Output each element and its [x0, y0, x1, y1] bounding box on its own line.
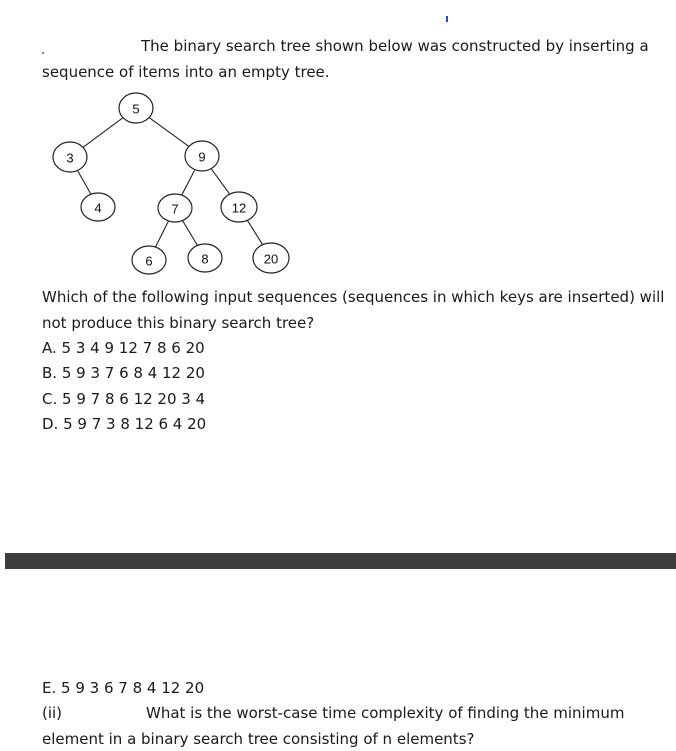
intro-line-2: sequence of items into an empty tree. — [42, 63, 330, 81]
option-d: D. 5 9 7 3 8 12 6 4 20 — [42, 415, 207, 433]
option-e: E. 5 9 3 6 7 8 4 12 20 — [42, 679, 205, 697]
tree-edge-3-4 — [78, 171, 91, 194]
tree-node-label: 3 — [66, 150, 74, 166]
tree-node-label: 12 — [231, 200, 247, 216]
tree-node-label: 8 — [201, 251, 209, 267]
question-line-1: Which of the following input sequences (sequences in which keys are inserted) will — [42, 288, 665, 306]
option-b: B. 5 9 3 7 6 8 4 12 20 — [42, 364, 205, 382]
tree-node-label: 7 — [171, 201, 179, 217]
tree-node-6 — [132, 246, 166, 274]
part-ii-question-line-2: element in a binary search tree consisting of n elements? — [42, 730, 475, 748]
intro-line-1: The binary search tree shown below was constructed by inserting a — [141, 37, 649, 55]
tree-node-7 — [158, 194, 192, 222]
tree-edge-12-20 — [248, 221, 263, 245]
tree-edge-7-8 — [183, 221, 198, 245]
question-line-2: not produce this binary search tree? — [42, 314, 315, 332]
option-a: A. 5 3 4 9 12 7 8 6 20 — [42, 339, 205, 357]
tree-node-12 — [221, 192, 257, 222]
tree-node-9 — [185, 141, 219, 171]
tree-node-3 — [53, 142, 87, 172]
tree-edge-7-6 — [156, 221, 169, 246]
tree-node-label: 6 — [145, 253, 153, 269]
page-divider — [5, 553, 676, 569]
option-c: C. 5 9 7 8 6 12 20 3 4 — [42, 390, 206, 408]
tree-node-8 — [188, 244, 222, 272]
binary-search-tree-diagram — [0, 0, 676, 290]
tree-edge-5-9 — [149, 117, 189, 146]
tree-node-5 — [119, 93, 153, 123]
tree-node-4 — [81, 193, 115, 221]
part-ii-question: What is the worst-case time complexity of finding the minimum — [146, 704, 625, 722]
part-ii-label: (ii) — [42, 704, 63, 722]
tree-edge-9-12 — [211, 169, 229, 194]
tree-edge-5-3 — [83, 118, 123, 148]
tree-node-20 — [253, 243, 289, 273]
tree-node-label: 4 — [94, 200, 102, 216]
tree-edge-9-7 — [182, 170, 195, 194]
tree-node-label: 5 — [132, 101, 140, 117]
tree-node-label: 20 — [263, 251, 279, 267]
tree-node-label: 9 — [198, 149, 206, 165]
